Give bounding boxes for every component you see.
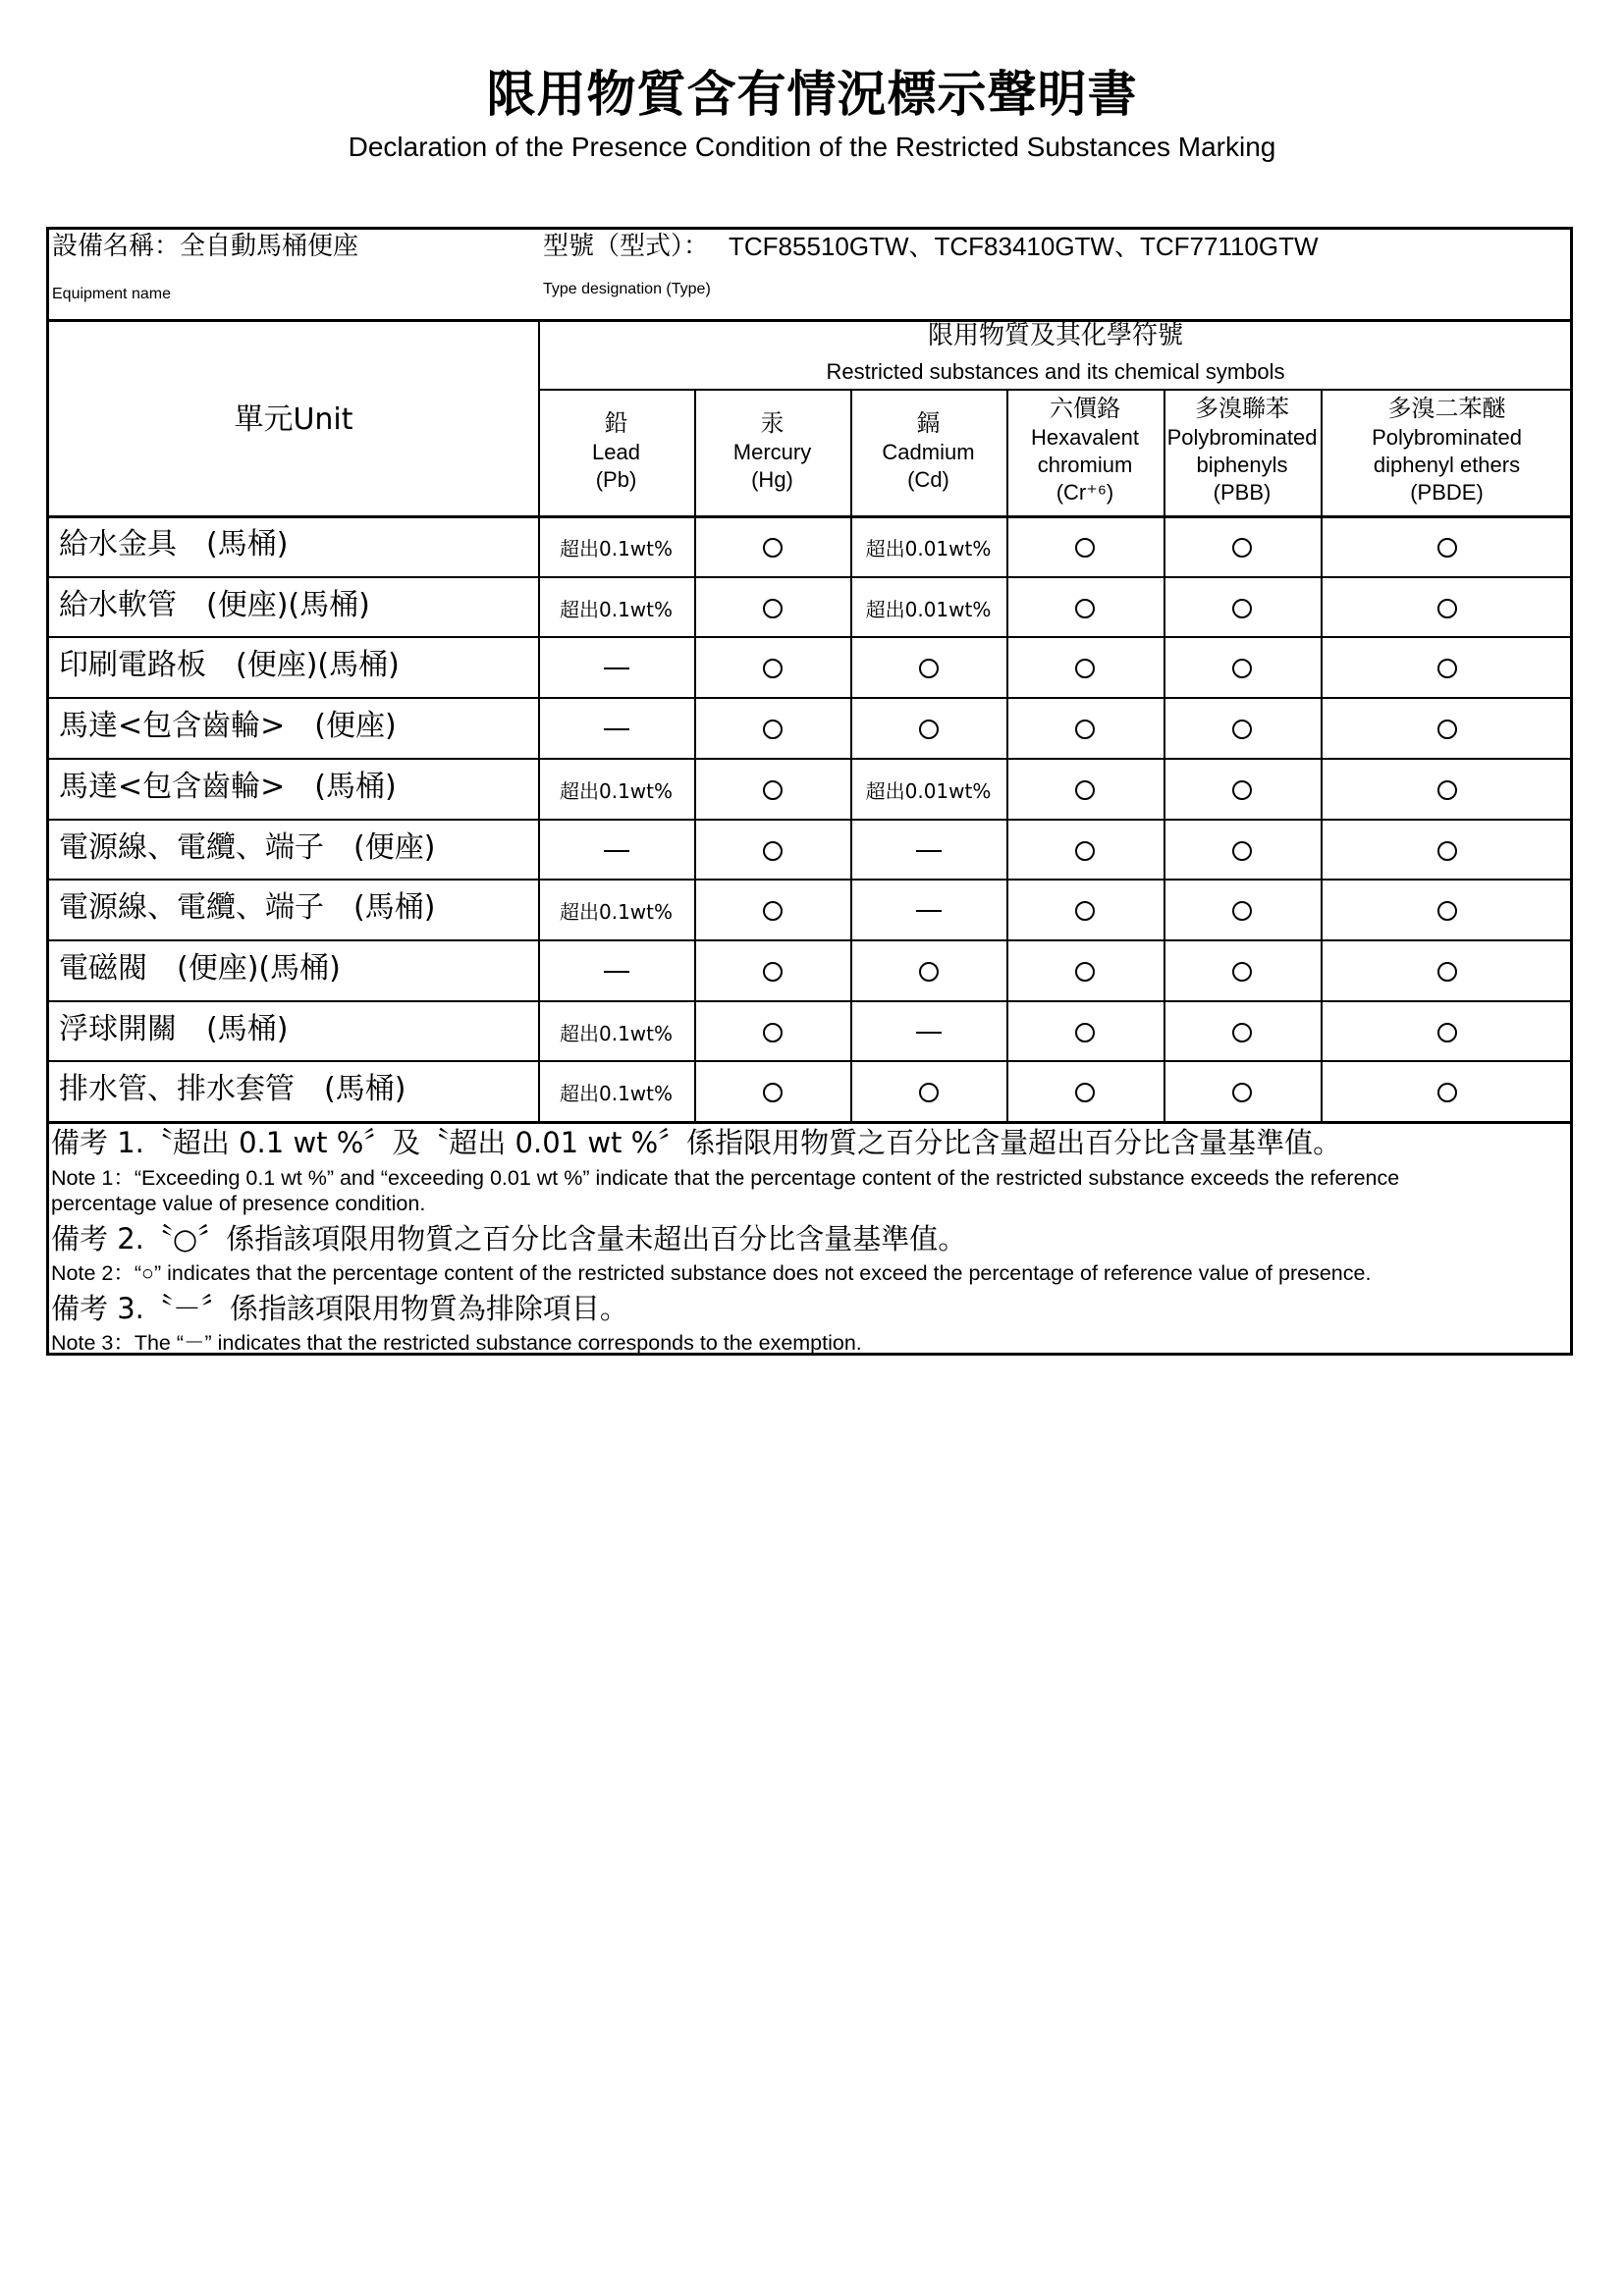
- component-location: (便座)(馬桶): [206, 588, 370, 622]
- not-exceeded-mark: [1164, 761, 1321, 819]
- type-designation-label-en: Type designation (Type): [543, 281, 711, 297]
- not-exceeded-mark: [1006, 942, 1164, 1000]
- circle-mark: [1075, 1083, 1095, 1102]
- component-location: (馬桶): [206, 527, 289, 561]
- exceeds-text: 超出0.1wt%: [559, 1082, 673, 1105]
- component-location: (便座): [353, 830, 436, 865]
- document-subtitle: Declaration of the Presence Condition of the Restricted Substances Marking: [348, 132, 1276, 162]
- note-2: 備考 2.〝○〞係指該項限用物質之百分比含量未超出百分比含量基準值。: [51, 1222, 967, 1255]
- note-3: 備考 3.〝－〞係指該項限用物質為排除項目。: [51, 1292, 628, 1325]
- table-row-label: [59, 525, 288, 564]
- substance-name-en: Polybrominated: [1372, 425, 1522, 450]
- type-designation-label: 型號（型式）：: [543, 232, 710, 261]
- circle-mark: [1232, 1023, 1252, 1042]
- grid-line: [46, 819, 1573, 821]
- substance-name-en: biphenyls: [1196, 453, 1288, 477]
- circle-mark: [1437, 962, 1457, 982]
- circle-mark: [763, 841, 783, 861]
- grid-line: [46, 1121, 1573, 1124]
- not-exceeded-mark: [1164, 822, 1321, 880]
- substance-name-zh: 鎘: [916, 409, 941, 437]
- not-exceeded-mark: [1321, 881, 1573, 939]
- substance-column-header: [1006, 393, 1164, 507]
- substance-name-zh: 鉛: [604, 409, 628, 437]
- document-title: 限用物質含有情況標示聲明書: [486, 66, 1138, 123]
- circle-mark: [763, 780, 783, 800]
- not-exceeded-mark: [694, 942, 850, 1000]
- circle-mark: [1075, 538, 1095, 558]
- circle-mark: [919, 659, 939, 678]
- type-designation-models: TCF85510GTW、TCF83410GTW、TCF77110GTW: [729, 232, 1319, 261]
- component-name: 排水管、排水套管: [59, 1072, 295, 1106]
- not-exceeded-mark: [1006, 761, 1164, 819]
- not-exceeded-mark: [1164, 881, 1321, 939]
- equipment-name-label-en: Equipment name: [52, 286, 171, 302]
- not-exceeded-mark: [694, 518, 850, 576]
- circle-mark: [1437, 720, 1457, 739]
- table-row-label: [59, 646, 400, 685]
- component-name: 浮球開關: [59, 1012, 177, 1046]
- circle-mark: [763, 1023, 783, 1042]
- not-exceeded-mark: [694, 761, 850, 819]
- substance-name-zh: 六價鉻: [1050, 395, 1120, 422]
- circle-mark: [1437, 841, 1457, 861]
- substance-name-en: (Cr⁺⁶): [1056, 480, 1114, 505]
- not-exceeded-mark: [1006, 1003, 1164, 1061]
- substance-column-header: [1164, 393, 1321, 507]
- component-location: (馬桶): [206, 1012, 289, 1046]
- dash-mark: [604, 850, 629, 852]
- exceeds-text: 超出0.01wt%: [865, 598, 992, 621]
- exceeds-value: [538, 579, 694, 637]
- grid-line: [46, 1000, 1573, 1002]
- substance-name-en: Cadmium: [882, 440, 975, 464]
- circle-mark: [1075, 901, 1095, 921]
- substance-name-en: (PBDE): [1410, 480, 1484, 505]
- table-row-label: [59, 768, 397, 807]
- circle-mark: [763, 538, 783, 558]
- component-name: 電源線、電纜、端子: [59, 890, 324, 925]
- exceeds-value: [538, 881, 694, 939]
- not-exceeded-mark: [694, 700, 850, 758]
- substance-name-en: Lead: [592, 440, 640, 464]
- circle-mark: [1232, 962, 1252, 982]
- circle-mark: [1075, 1023, 1095, 1042]
- not-exceeded-mark: [1006, 700, 1164, 758]
- table-row-label: [59, 888, 435, 928]
- not-exceeded-mark: [850, 700, 1006, 758]
- exceeds-value: [538, 761, 694, 819]
- not-exceeded-mark: [694, 639, 850, 697]
- component-location: (便座)(馬桶): [177, 951, 341, 986]
- substance-column-header: [1321, 393, 1573, 507]
- substance-name-en: (Cd): [907, 467, 949, 492]
- circle-mark: [763, 901, 783, 921]
- not-exceeded-mark: [1321, 579, 1573, 637]
- component-name: 馬達<包含齒輪>: [59, 770, 286, 804]
- grid-line: [46, 939, 1573, 941]
- substance-name-en: Polybrominated: [1166, 425, 1318, 450]
- exemption-mark: [538, 639, 694, 697]
- substance-name-zh: 多溴二苯醚: [1387, 395, 1506, 422]
- not-exceeded-mark: [694, 1063, 850, 1121]
- substance-name-en: (Pb): [595, 467, 637, 492]
- grid-line: [46, 697, 1573, 699]
- exemption-mark: [538, 942, 694, 1000]
- circle-mark: [1232, 841, 1252, 861]
- dash-mark: [916, 910, 942, 912]
- not-exceeded-mark: [850, 1063, 1006, 1121]
- substance-name-en: (PBB): [1213, 480, 1272, 505]
- dash-mark: [604, 971, 629, 973]
- exceeds-value: [850, 579, 1006, 637]
- substance-name-en: (Hg): [751, 467, 793, 492]
- circle-mark: [1232, 780, 1252, 800]
- substance-column-header: [694, 407, 850, 494]
- not-exceeded-mark: [694, 1003, 850, 1061]
- not-exceeded-mark: [1321, 1003, 1573, 1061]
- component-name: 給水金具: [59, 527, 177, 561]
- substance-name-zh: 汞: [760, 409, 785, 437]
- circle-mark: [919, 962, 939, 982]
- table-row-label: [59, 1010, 288, 1049]
- circle-mark: [763, 1083, 783, 1102]
- circle-mark: [919, 720, 939, 739]
- dash-mark: [604, 728, 629, 730]
- circle-mark: [1232, 659, 1252, 678]
- not-exceeded-mark: [1164, 700, 1321, 758]
- exceeds-text: 超出0.1wt%: [559, 1022, 673, 1045]
- substance-name-en: Mercury: [732, 440, 812, 464]
- circle-mark: [1075, 841, 1095, 861]
- substance-name-en: Hexavalent: [1030, 425, 1140, 450]
- note-1-en-continued: percentage value of presence condition.: [51, 1192, 426, 1215]
- component-name: 馬達<包含齒輪>: [59, 709, 286, 743]
- not-exceeded-mark: [1321, 942, 1573, 1000]
- component-location: (便座): [314, 709, 397, 743]
- exemption-mark: [850, 822, 1006, 880]
- not-exceeded-mark: [1164, 942, 1321, 1000]
- substance-name-zh: 多溴聯苯: [1195, 395, 1289, 422]
- dash-mark: [916, 850, 942, 852]
- grid-line: [46, 758, 1573, 760]
- not-exceeded-mark: [850, 942, 1006, 1000]
- grid-line: [46, 576, 1573, 578]
- dash-mark: [604, 667, 629, 669]
- substance-name-en: diphenyl ethers: [1373, 453, 1521, 477]
- not-exceeded-mark: [1164, 1063, 1321, 1121]
- circle-mark: [1437, 599, 1457, 618]
- circle-mark: [1232, 901, 1252, 921]
- not-exceeded-mark: [1006, 822, 1164, 880]
- table-row-label: [59, 828, 435, 868]
- table-row-label: [59, 707, 397, 746]
- not-exceeded-mark: [1006, 518, 1164, 576]
- circle-mark: [1437, 1023, 1457, 1042]
- component-location: (馬桶): [324, 1072, 406, 1106]
- not-exceeded-mark: [694, 881, 850, 939]
- substance-column-header: [538, 407, 694, 494]
- not-exceeded-mark: [1321, 1063, 1573, 1121]
- circle-mark: [1232, 1083, 1252, 1102]
- not-exceeded-mark: [1321, 639, 1573, 697]
- exemption-mark: [538, 700, 694, 758]
- not-exceeded-mark: [1321, 822, 1573, 880]
- exemption-mark: [850, 1003, 1006, 1061]
- not-exceeded-mark: [694, 579, 850, 637]
- table-row-label: [59, 586, 370, 625]
- exceeds-text: 超出0.1wt%: [559, 900, 673, 924]
- circle-mark: [1437, 780, 1457, 800]
- dash-mark: [916, 1032, 942, 1034]
- not-exceeded-mark: [1164, 579, 1321, 637]
- circle-mark: [1075, 720, 1095, 739]
- circle-mark: [763, 599, 783, 618]
- exceeds-text: 超出0.1wt%: [559, 537, 673, 561]
- component-name: 印刷電路板: [59, 648, 206, 682]
- exceeds-text: 超出0.1wt%: [559, 779, 673, 803]
- not-exceeded-mark: [1006, 639, 1164, 697]
- component-location: (便座)(馬桶): [236, 648, 400, 682]
- circle-mark: [1075, 659, 1095, 678]
- circle-mark: [1075, 780, 1095, 800]
- circle-mark: [763, 720, 783, 739]
- note-1: 備考 1.〝超出 0.1 wt %〞及〝超出 0.01 wt %〞係指限用物質之百分比含量超出百分比含量基準值。: [51, 1126, 1342, 1159]
- circle-mark: [763, 659, 783, 678]
- component-name: 電磁閥: [59, 951, 147, 986]
- not-exceeded-mark: [1006, 1063, 1164, 1121]
- component-location: (馬桶): [353, 890, 436, 925]
- not-exceeded-mark: [1321, 518, 1573, 576]
- exceeds-value: [850, 518, 1006, 576]
- table-row-label: [59, 949, 341, 988]
- not-exceeded-mark: [1164, 1003, 1321, 1061]
- circle-mark: [1075, 962, 1095, 982]
- circle-mark: [1437, 538, 1457, 558]
- circle-mark: [919, 1083, 939, 1102]
- substances-header: 限用物質及其化學符號: [927, 321, 1183, 350]
- exemption-mark: [850, 881, 1006, 939]
- exceeds-value: [850, 761, 1006, 819]
- exceeds-value: [538, 1003, 694, 1061]
- note-1-en: Note 1：“Exceeding 0.1 wt %” and “exceeding 0.01 wt %” indicate that the percentage content of the restricted substance exceeds the reference: [51, 1166, 1400, 1190]
- not-exceeded-mark: [1006, 881, 1164, 939]
- not-exceeded-mark: [1164, 639, 1321, 697]
- component-name: 給水軟管: [59, 588, 177, 622]
- circle-mark: [763, 962, 783, 982]
- not-exceeded-mark: [850, 639, 1006, 697]
- not-exceeded-mark: [1321, 700, 1573, 758]
- circle-mark: [1232, 720, 1252, 739]
- substance-name-en: chromium: [1037, 453, 1133, 477]
- component-name: 電源線、電纜、端子: [59, 830, 324, 865]
- exceeds-value: [538, 518, 694, 576]
- exceeds-value: [538, 1063, 694, 1121]
- not-exceeded-mark: [1321, 761, 1573, 819]
- not-exceeded-mark: [694, 822, 850, 880]
- exceeds-text: 超出0.01wt%: [865, 779, 992, 803]
- unit-column-header: 單元Unit: [234, 402, 353, 437]
- not-exceeded-mark: [1006, 579, 1164, 637]
- exceeds-text: 超出0.01wt%: [865, 537, 992, 561]
- not-exceeded-mark: [1164, 518, 1321, 576]
- circle-mark: [1075, 599, 1095, 618]
- circle-mark: [1232, 599, 1252, 618]
- circle-mark: [1437, 659, 1457, 678]
- substances-header-en: Restricted substances and its chemical symbols: [826, 359, 1285, 384]
- note-3-en: Note 3：The “－” indicates that the restricted substance corresponds to the exemption.: [51, 1331, 862, 1355]
- circle-mark: [1232, 538, 1252, 558]
- circle-mark: [1437, 1083, 1457, 1102]
- note-2-en: Note 2：“○” indicates that the percentage content of the restricted substance does not exceed the percentage of reference value of presence.: [51, 1261, 1372, 1285]
- exemption-mark: [538, 822, 694, 880]
- component-location: (馬桶): [314, 770, 397, 804]
- circle-mark: [1437, 901, 1457, 921]
- table-row-label: [59, 1070, 406, 1109]
- exceeds-text: 超出0.1wt%: [559, 598, 673, 621]
- substance-column-header: [850, 407, 1006, 494]
- equipment-name-label: 設備名稱：全自動馬桶便座: [52, 232, 359, 261]
